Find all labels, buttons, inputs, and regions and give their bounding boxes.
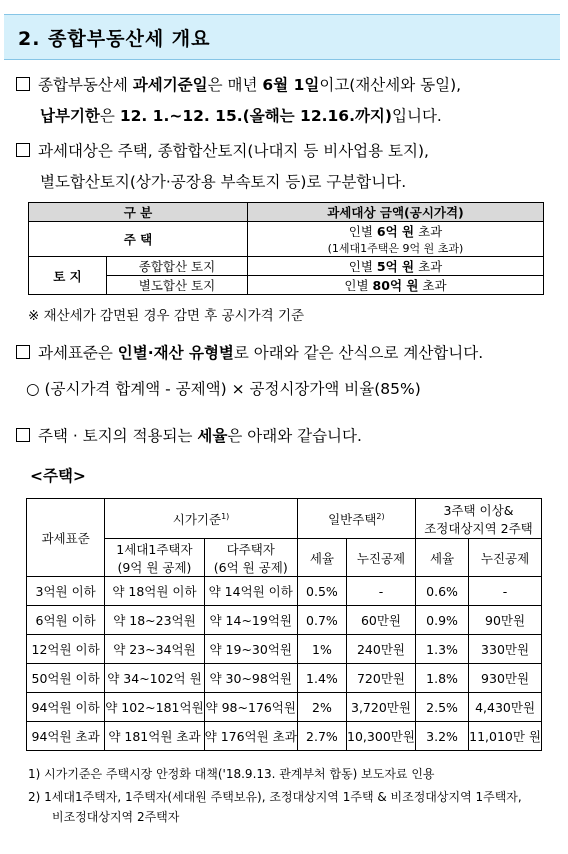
table-row: [27, 577, 542, 606]
row-value-house: 인별 6억 원 초과 (1세대1주택은 9억 원 초과): [248, 222, 544, 257]
cell-r1: 1%: [297, 635, 346, 664]
housing-tax-rate-table: [26, 498, 542, 751]
cell-r2: 0.6%: [415, 577, 468, 606]
cell-d2: -: [469, 577, 542, 606]
cell-d2: 90만원: [469, 606, 542, 635]
cell-d1: 240만원: [347, 635, 416, 664]
row-value-land-separate: 인별 80억 원 초과: [248, 276, 544, 295]
header-multi-house: 3주택 이상& 조정대상지역 2주택: [415, 499, 541, 539]
paragraph-tax-rate: 주택 · 토지의 적용되는 세율은 아래와 같습니다.: [16, 421, 362, 452]
cell-base: 3억원 이하: [27, 577, 105, 606]
paragraph-assessment-date: 종합부동산세 과세기준일은 매년 6월 1일이고(재산세와 동일), 납부기한은 12. 1.~12. 15.(올해는 12.16.까지)입니다.: [16, 70, 461, 132]
checkbox-bullet-icon: [16, 345, 30, 359]
table-row: [27, 722, 542, 751]
cell-d2: 330만원: [469, 635, 542, 664]
cell-base: 12억원 이하: [27, 635, 105, 664]
header-tax-base: 과세표준: [27, 499, 105, 577]
cell-multi: 약 14억원 이하: [204, 577, 297, 606]
table-header-amount: 과세대상 금액(공시가격): [248, 203, 544, 222]
row-label-land-combined: 종합합산 토지: [107, 257, 248, 276]
row-label-land-separate: 별도합산 토지: [107, 276, 248, 295]
header-general-house: 일반주택$^{2)}$: [297, 499, 415, 539]
cell-base: 50억원 이하: [27, 664, 105, 693]
table-row: [27, 693, 542, 722]
cell-multi: 약 14~19억원: [204, 606, 297, 635]
table-row: [27, 635, 542, 664]
cell-multi: 약 19~30억원: [204, 635, 297, 664]
cell-d1: 10,300만원: [347, 722, 416, 751]
tax-target-table: [28, 202, 544, 295]
cell-d2: 11,010만 원: [469, 722, 542, 751]
checkbox-bullet-icon: [16, 428, 30, 442]
subheader-multi-owner: 다주택자 (6억 원 공제): [204, 539, 297, 577]
cell-r1: 0.7%: [297, 606, 346, 635]
cell-r2: 3.2%: [415, 722, 468, 751]
cell-one: 약 181억원 초과: [105, 722, 204, 751]
section-label-housing: <주택>: [30, 467, 86, 485]
cell-multi: 약 98~176억원: [204, 693, 297, 722]
cell-one: 약 102~181억원: [105, 693, 204, 722]
cell-base: 94억원 이하: [27, 693, 105, 722]
table-header-category: 구 분: [29, 203, 248, 222]
row-label-land: 토 지: [29, 257, 107, 295]
subheader-one-house: 1세대1주택자 (9억 원 공제): [105, 539, 204, 577]
cell-r2: 2.5%: [415, 693, 468, 722]
section-title: 2. 종합부동산세 개요: [18, 28, 211, 50]
cell-r2: 0.9%: [415, 606, 468, 635]
footnote-1: 1) 시가기준은 주택시장 안정화 대책('18.9.13. 관계부처 합동) 보도자료 인용: [28, 767, 435, 781]
cell-multi: 약 176억원 초과: [204, 722, 297, 751]
subheader-rate-multi: 세율: [415, 539, 468, 577]
cell-r1: 0.5%: [297, 577, 346, 606]
table-row: [27, 606, 542, 635]
formula-line: ○ (공시가격 합계액 - 공제액) × 공정시장가액 비율(85%): [26, 380, 421, 398]
cell-d1: 60만원: [347, 606, 416, 635]
section-title-bar: [4, 14, 560, 60]
checkbox-bullet-icon: [16, 77, 30, 91]
checkbox-bullet-icon: [16, 143, 30, 157]
cell-base: 6억원 이하: [27, 606, 105, 635]
cell-d1: -: [347, 577, 416, 606]
subheader-rate-general: 세율: [297, 539, 346, 577]
paragraph-tax-targets: 과세대상은 주택, 종합합산토지(나대지 등 비사업용 토지), 별도합산토지(상가·공장용 부속토지 등)로 구분합니다.: [16, 136, 429, 198]
subheader-deduction-general: 누진공제: [347, 539, 416, 577]
cell-one: 약 23~34억원: [105, 635, 204, 664]
cell-d1: 3,720만원: [347, 693, 416, 722]
header-market-price: 시가기준$^{1)}$: [105, 499, 298, 539]
cell-one: 약 34~102억 원: [105, 664, 204, 693]
cell-r2: 1.3%: [415, 635, 468, 664]
cell-r2: 1.8%: [415, 664, 468, 693]
paragraph-tax-base: 과세표준은 인별·재산 유형별로 아래와 같은 산식으로 계산합니다.: [16, 338, 483, 369]
table-row: [27, 664, 542, 693]
cell-base: 94억원 초과: [27, 722, 105, 751]
cell-one: 약 18억원 이하: [105, 577, 204, 606]
cell-d2: 4,430만원: [469, 693, 542, 722]
note-reduction: ※ 재산세가 감면된 경우 감면 후 공시가격 기준: [28, 308, 305, 324]
cell-d1: 720만원: [347, 664, 416, 693]
cell-multi: 약 30~98억원: [204, 664, 297, 693]
row-value-land-combined: 인별 5억 원 초과: [248, 257, 544, 276]
footnote-2-cont: 비조정대상지역 2주택자: [52, 810, 180, 824]
footnote-2: 2) 1세대1주택자, 1주택자(세대원 주택보유), 조정대상지역 1주택 & 비조정대상지역 1주택자,: [28, 790, 522, 804]
cell-one: 약 18~23억원: [105, 606, 204, 635]
cell-r1: 2.7%: [297, 722, 346, 751]
cell-r1: 1.4%: [297, 664, 346, 693]
subheader-deduction-multi: 누진공제: [469, 539, 542, 577]
cell-d2: 930만원: [469, 664, 542, 693]
rate-rows: [27, 577, 542, 751]
row-label-house: 주 택: [29, 222, 248, 257]
cell-r1: 2%: [297, 693, 346, 722]
